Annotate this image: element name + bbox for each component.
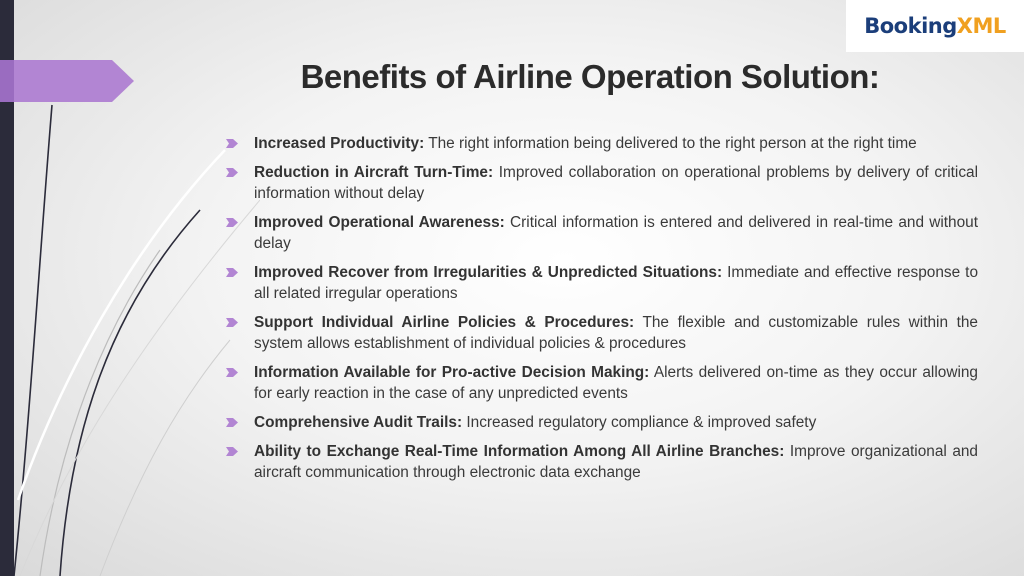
arrow-bullet-icon [226, 368, 238, 377]
benefit-description: Improved collaboration on operational problems by delivery of critical information without delay [254, 164, 978, 202]
list-item [226, 312, 978, 354]
benefit-description: Immediate and effective response to all related irregular operations [254, 264, 979, 302]
benefit-description: Increased regulatory compliance & improved safety [466, 414, 817, 431]
benefit-term: Ability to Exchange Real-Time Information Among All Airline Branches: [254, 443, 785, 460]
arrow-bullet-icon [226, 447, 238, 456]
logo-text-booking: Booking [864, 14, 957, 38]
arrow-bullet-icon [226, 218, 238, 227]
benefit-term: Reduction in Aircraft Turn-Time: [254, 164, 494, 181]
benefit-term: Improved Recover from Irregularities & Unpredicted Situations: [254, 264, 723, 281]
list-item [226, 133, 978, 154]
list-item [226, 441, 978, 483]
benefit-description: The flexible and customizable rules within the system allows establishment of individual policies & procedures [254, 314, 978, 352]
benefit-term: Increased Productivity: [254, 135, 425, 152]
title-chevron-accent [0, 60, 134, 102]
arrow-bullet-icon [226, 168, 238, 177]
list-item [226, 412, 978, 433]
benefit-term: Support Individual Airline Policies & Procedures: [254, 314, 635, 331]
arrow-bullet-icon [226, 139, 238, 148]
benefit-description: The right information being delivered to the right person at the right time [428, 135, 917, 152]
company-logo [846, 0, 1024, 52]
benefit-description: Critical information is entered and delivered in real-time and without delay [254, 214, 978, 252]
logo-text-xml: XML [956, 14, 1006, 38]
list-item [226, 162, 978, 204]
benefit-description: Alerts delivered on-time as they occur allowing for early reaction in the case of any unpredicted events [254, 364, 978, 402]
arrow-bullet-icon [226, 268, 238, 277]
list-item [226, 262, 978, 304]
slide-title: Benefits of Airline Operation Solution: [300, 58, 880, 95]
benefit-term: Improved Operational Awareness: [254, 214, 505, 231]
arrow-bullet-icon [226, 318, 238, 327]
benefit-term: Information Available for Pro-active Decision Making: [254, 364, 650, 381]
list-item [226, 212, 978, 254]
benefits-list [226, 133, 978, 491]
arrow-bullet-icon [226, 418, 238, 427]
list-item [226, 362, 978, 404]
benefit-description: Improve organizational and aircraft communication through electronic data exchange [254, 443, 978, 481]
benefit-term: Comprehensive Audit Trails: [254, 414, 463, 431]
